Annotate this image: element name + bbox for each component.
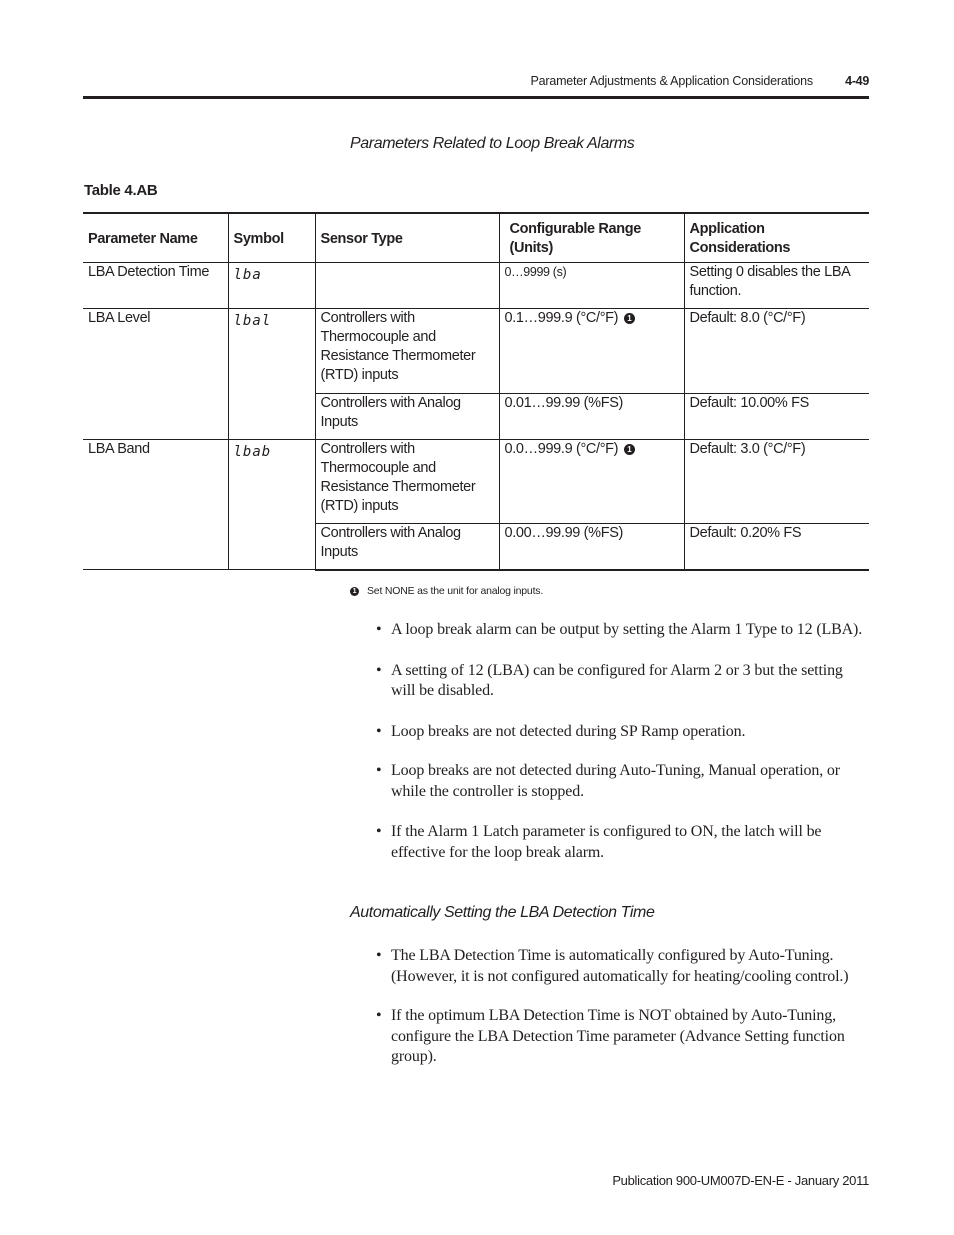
section-heading-auto-lba: Automatically Setting the LBA Detection Time (350, 904, 655, 921)
list-item: • If the optimum LBA Detection Time is NOT obtained by Auto-Tuning, configure the LBA Detection Time parameter (Advance Setting function group). (376, 1006, 868, 1068)
footnote-text: Set NONE as the unit for analog inputs. (367, 585, 544, 597)
sensor-type-cell: Controllers with Thermocouple and Resistance Thermometer (RTD) inputs (315, 440, 499, 524)
range-cell: 0.01…99.99 (%FS) (499, 394, 684, 440)
considerations-cell: Setting 0 disables the LBA function. (684, 263, 869, 309)
list-item: • The LBA Detection Time is automatically configured by Auto-Tuning. (However, it is not configured automatically for heating/cooling control.) (376, 946, 868, 987)
range-value: 0.0…999.9 (°C/°F) (504, 441, 619, 457)
list-item: • A loop break alarm can be output by setting the Alarm 1 Type to 12 (LBA). (376, 620, 868, 641)
loop-break-bullet-list (376, 620, 868, 863)
column-header: Application Considerations (684, 213, 869, 263)
range-cell (499, 309, 684, 394)
footnote-marker: 1 (624, 444, 635, 455)
sensor-type-cell (315, 263, 499, 309)
table-caption: Table 4.AB (84, 182, 158, 199)
list-item: • Loop breaks are not detected during SP Ramp operation. (376, 722, 868, 743)
auto-lba-bullet-list (376, 946, 868, 1068)
table-row (83, 309, 869, 394)
column-header: Parameter Name (83, 213, 228, 263)
symbol-cell (228, 440, 315, 570)
symbol-display: lba (233, 267, 262, 283)
section-heading-loop-break: Parameters Related to Loop Break Alarms (350, 135, 635, 152)
sensor-type-cell: Controllers with Thermocouple and Resistance Thermometer (RTD) inputs (315, 309, 499, 394)
sensor-type-cell: Controllers with Analog Inputs (315, 394, 499, 440)
considerations-cell: Default: 0.20% FS (684, 524, 869, 570)
page-number: 4-49 (845, 74, 869, 88)
range-cell (499, 263, 684, 309)
table-row (83, 440, 869, 524)
table-footnote (350, 585, 543, 597)
footnote-marker: 1 (624, 313, 635, 324)
list-item: • If the Alarm 1 Latch parameter is configured to ON, the latch will be effective for the loop break alarm. (376, 822, 868, 863)
parameter-table (83, 212, 869, 571)
range-value: 0…9999 (s) (504, 265, 567, 279)
parameter-name-cell: LBA Band (83, 440, 228, 570)
table-header-row (83, 213, 869, 263)
sensor-type-cell: Controllers with Analog Inputs (315, 524, 499, 570)
table-row (83, 263, 869, 309)
symbol-display: lbal (233, 313, 272, 329)
column-header: Symbol (228, 213, 315, 263)
parameter-name-cell: LBA Detection Time (83, 263, 228, 309)
list-item: • Loop breaks are not detected during Auto-Tuning, Manual operation, or while the controller is stopped. (376, 761, 868, 802)
range-cell: 0.00…99.99 (%FS) (499, 524, 684, 570)
considerations-cell: Default: 10.00% FS (684, 394, 869, 440)
list-item: • A setting of 12 (LBA) can be configured for Alarm 2 or 3 but the setting will be disabled. (376, 661, 868, 702)
column-header: Sensor Type (315, 213, 499, 263)
range-value: 0.1…999.9 (°C/°F) (504, 310, 619, 326)
running-header-title: Parameter Adjustments & Application Considerations (530, 74, 813, 88)
range-cell (499, 440, 684, 524)
parameter-name-cell: LBA Level (83, 309, 228, 440)
considerations-cell: Default: 3.0 (°C/°F) (684, 440, 869, 524)
symbol-cell (228, 263, 315, 309)
considerations-cell: Default: 8.0 (°C/°F) (684, 309, 869, 394)
symbol-cell (228, 309, 315, 440)
footnote-marker: 1 (350, 587, 359, 596)
publication-footer: Publication 900-UM007D-EN-E - January 2011 (612, 1173, 869, 1188)
header-rule (83, 96, 869, 99)
symbol-display: lbab (233, 444, 272, 460)
column-header: Configurable Range (Units) (499, 213, 684, 263)
